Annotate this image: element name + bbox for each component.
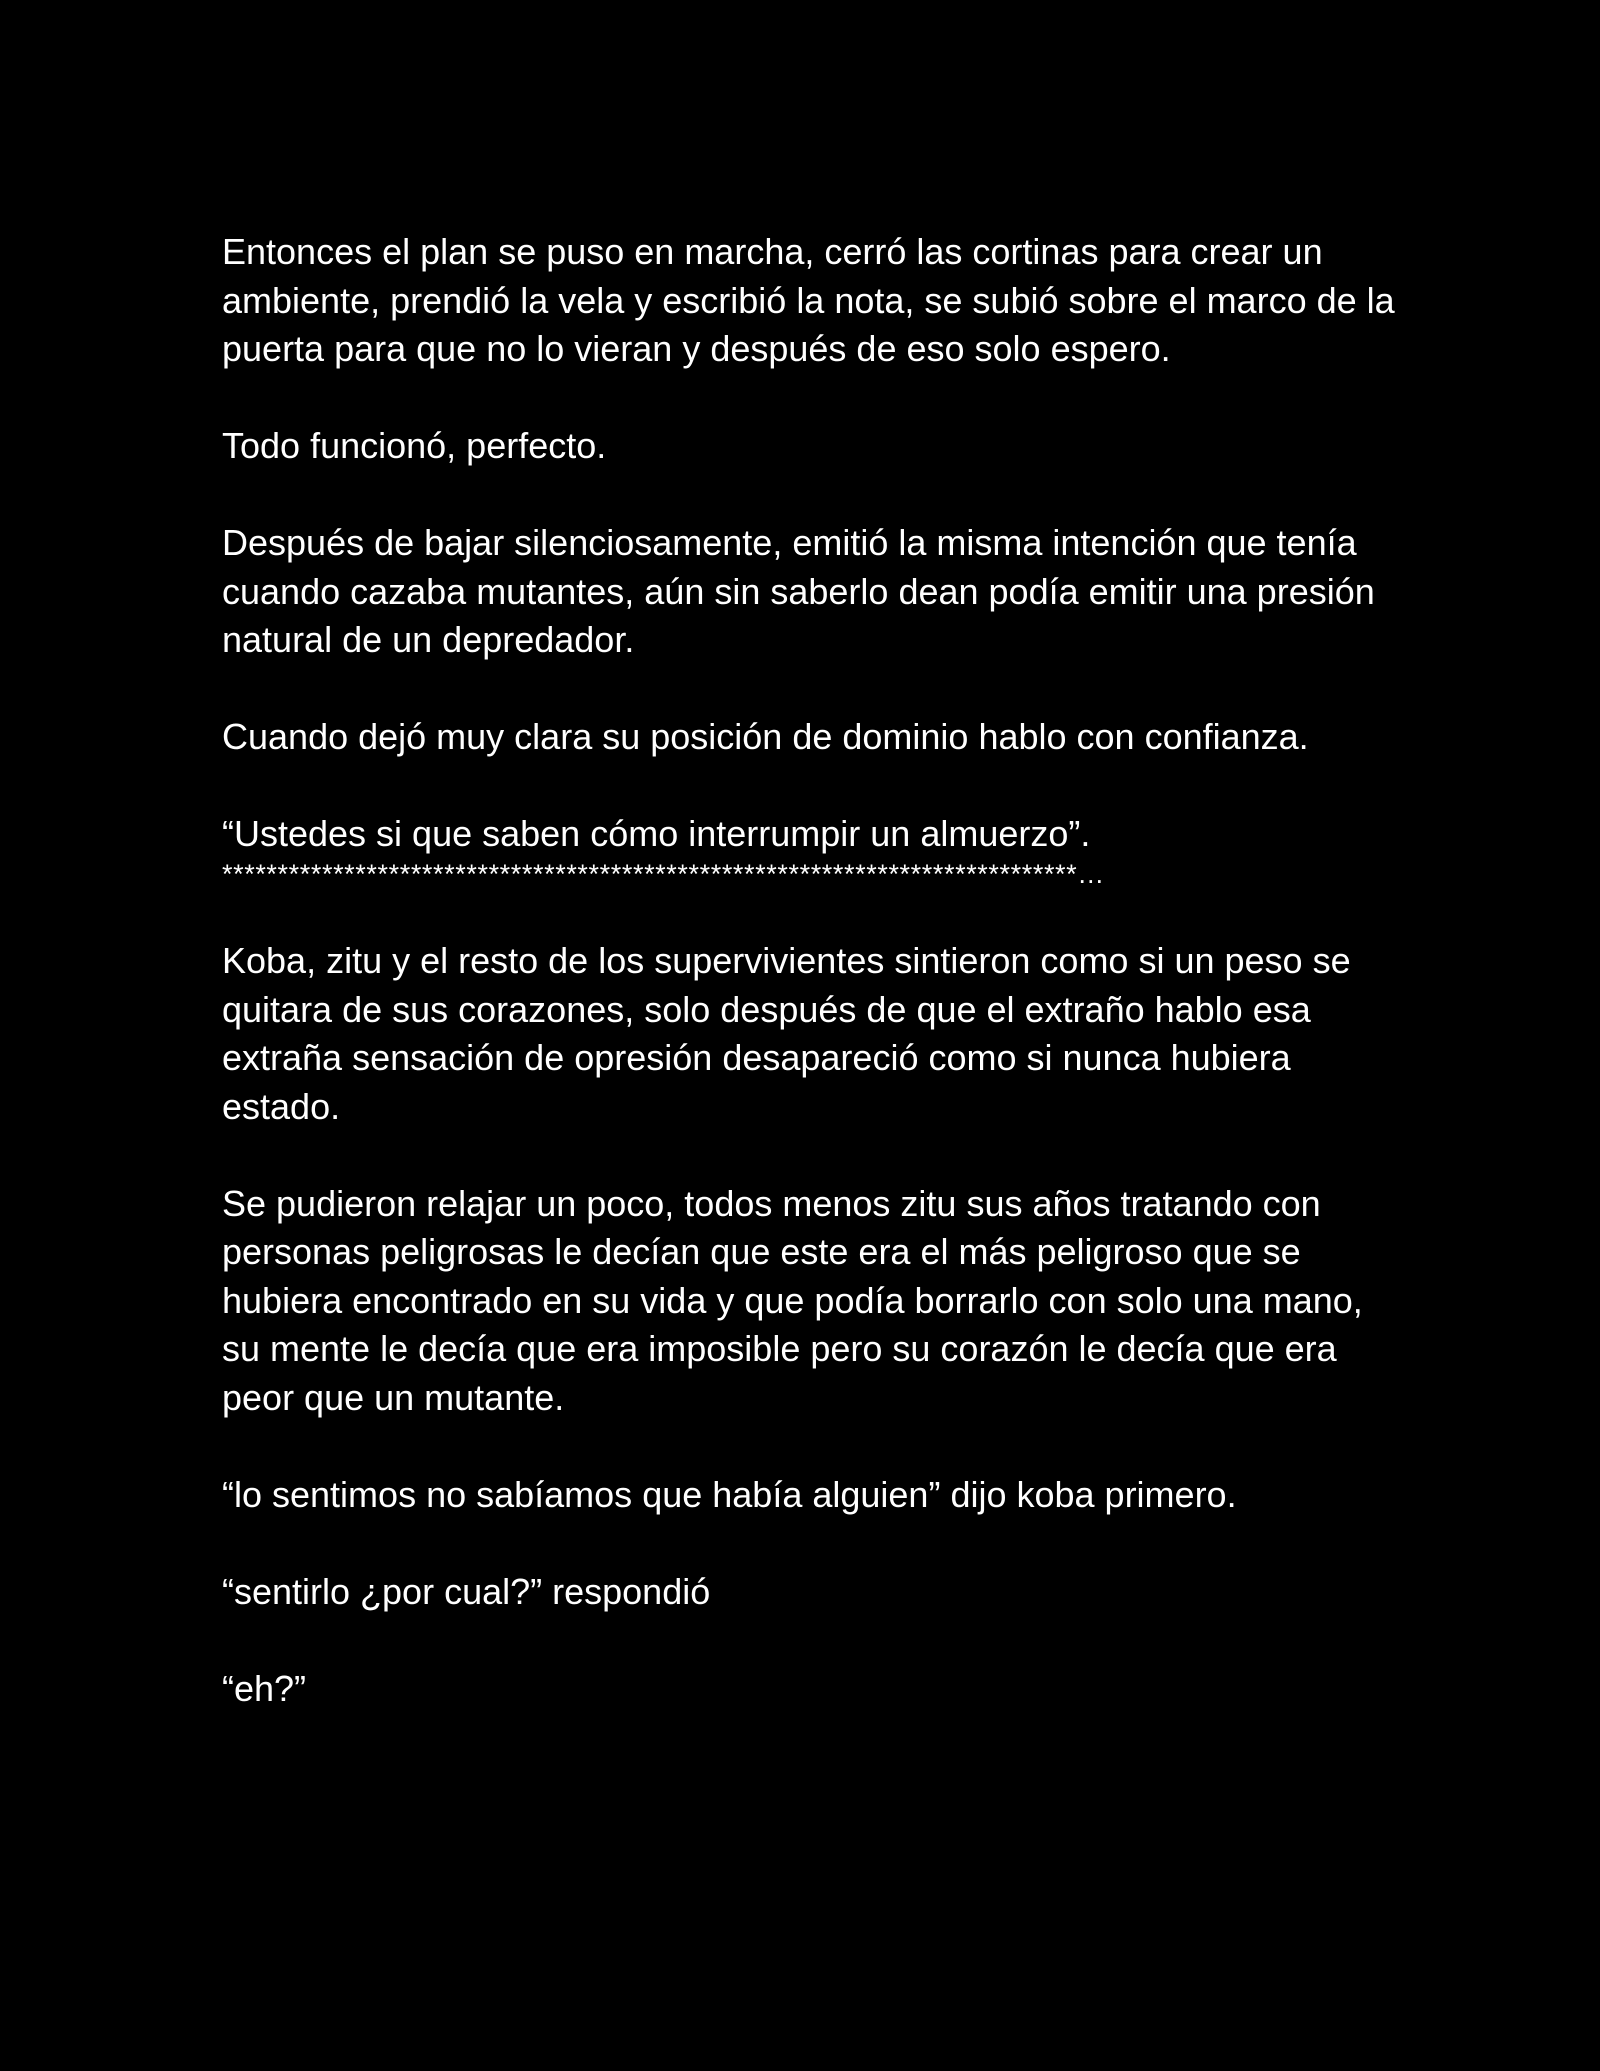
paragraph-8: “lo sentimos no sabíamos que había alguien” dijo koba primero. xyxy=(222,1473,1237,1515)
paragraph-7: Se pudieron relajar un poco, todos menos zitu sus años tratando con personas peligrosas le decían que este era el más peligroso que se hubiera encontrado en su vida y que podía borrarlo con solo una mano, su mente le decía que era imposible pero su corazón le decía que era peor que un mutante. xyxy=(222,1182,1363,1418)
paragraph-9: “sentirlo ¿por cual?” respondió xyxy=(222,1570,711,1612)
paragraph-3: Después de bajar silenciosamente, emitió la misma intención que tenía cuando cazaba mutantes, aún sin saberlo dean podía emitir una presión natural de un depredador. xyxy=(222,522,1375,660)
paragraph-gap xyxy=(222,762,1402,811)
paragraph-gap xyxy=(222,1422,1402,1471)
paragraph-6: Koba, zitu y el resto de los supervivientes sintieron como si un peso se quitara de sus corazones, solo después de que el extraño hablo esa extraña sensación de opresión desapareció como si nunca hubiera estado. xyxy=(222,940,1351,1127)
paragraph-4: Cuando dejó muy clara su posición de dominio hablo con confianza. xyxy=(222,716,1309,757)
scene-separator: *****************************************************************************… xyxy=(222,858,1105,889)
paragraph-gap xyxy=(222,1131,1402,1180)
paragraph-10: “eh?” xyxy=(222,1667,307,1709)
paragraph-gap xyxy=(222,471,1402,520)
paragraph-gap xyxy=(222,374,1402,423)
paragraph-gap xyxy=(222,889,1402,938)
paragraph-gap xyxy=(222,1519,1402,1568)
paragraph-2: Todo funcionó, perfecto. xyxy=(222,425,607,466)
paragraph-gap xyxy=(222,1616,1402,1665)
story-text xyxy=(222,228,1402,1713)
paragraph-5: “Ustedes si que saben cómo interrumpir un almuerzo”. xyxy=(222,813,1091,854)
paragraph-1: Entonces el plan se puso en marcha, cerró las cortinas para crear un ambiente, prendió la vela y escribió la nota, se subió sobre el marco de la puerta para que no lo vieran y después de eso solo espero. xyxy=(222,231,1395,369)
paragraph-gap xyxy=(222,665,1402,714)
